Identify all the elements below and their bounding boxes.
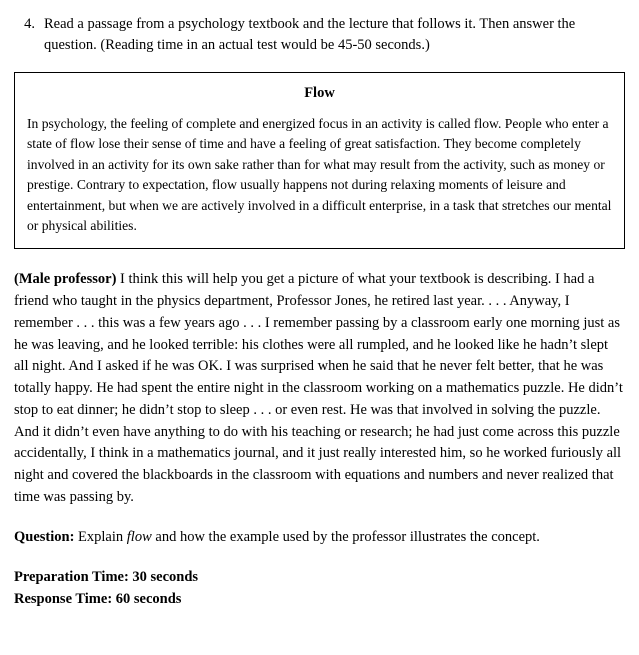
instruction-item — [14, 14, 625, 56]
lecture-paragraph — [14, 269, 625, 508]
instruction-text: Read a passage from a psychology textbook and the lecture that follows it. Then answer the question. (Reading time in an actual test would be 45-50 seconds.) — [44, 16, 576, 54]
instruction-number: 4. — [24, 16, 35, 32]
question-text-before: Explain — [74, 528, 127, 545]
response-time: Response Time: 60 seconds — [14, 590, 182, 607]
question-emphasis-term: flow — [126, 528, 152, 545]
passage-title: Flow — [304, 85, 335, 102]
passage-body: In psychology, the feeling of complete and energized focus in an activity is called flow. People who enter a state of flow lose their sense of time and have a feeling of great satisfaction. They become completely involved in an activity for its own sake rather than for what may result from the activity, such as money or prestige. Contrary to expectation, flow usually happens not during relaxing moments of leisure and entertainment, but when we are actively involved in a difficult enterprise, in a task that stretches our mental or physical abilities. — [27, 116, 612, 233]
lecture-text: I think this will help you get a picture of what your textbook is describing. I had a friend who taught in the physics department, Professor Jones, he retired last year. . . . Anyway, I remember . . . this was a few years ago . . . I remember passing by a classroom early one morning just as he was leaving, and he looked terrible: his clothes were all rumpled, and he looked like he hadn’t slept all night. And I asked if he was OK. I was surprised when he said that he never felt better, that he was totally happy. He had spent the entire night in the classroom working on a mathematics puzzle. He didn’t stop to eat dinner; he didn’t stop to sleep . . . or even rest. He was that involved in solving the puzzle. And it didn’t even have anything to do with his teaching or research; he had just come across this puzzle accidentally, I think in a mathematics journal, and it just really interested him, so he worked furiously all night and covered the blackboards in the classroom with equations and numbers and never realized that time was passing by. — [14, 271, 623, 505]
timing-block — [14, 568, 625, 609]
passage-box — [14, 72, 625, 249]
preparation-time: Preparation Time: 30 seconds — [14, 569, 199, 586]
question-text-after: and how the example used by the professor illustrates the concept. — [151, 528, 540, 545]
question-paragraph — [14, 527, 625, 549]
question-label: Question: — [14, 528, 75, 545]
lecture-speaker-label: (Male professor) — [14, 271, 117, 288]
